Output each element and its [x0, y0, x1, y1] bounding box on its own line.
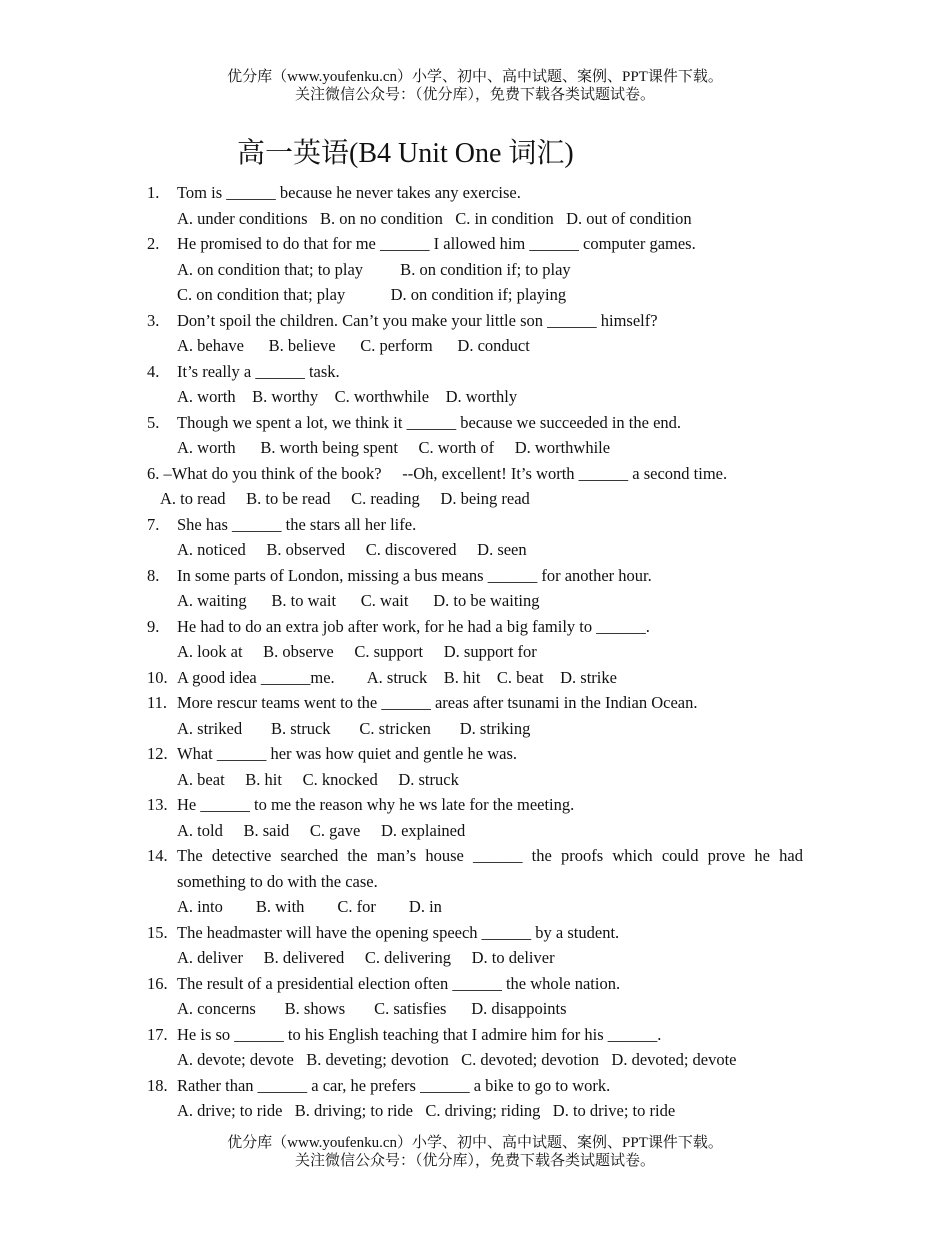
question-5: [147, 410, 803, 461]
question-1: [147, 180, 803, 231]
question-options: A. drive; to ride B. driving; to ride C. driving; riding D. to drive; to ride: [177, 1101, 676, 1120]
question-options: A. into B. with C. for D. in: [177, 897, 442, 916]
question-number: 15.: [147, 922, 168, 942]
question-options: A. on condition that; to play B. on condition if; to play: [177, 259, 571, 279]
question-number: 14.: [147, 846, 168, 865]
question-3: [147, 308, 803, 359]
question-options: A. noticed B. observed C. discovered D. seen: [177, 540, 527, 559]
question-stem: Tom is ______ because he never takes any exercise.: [177, 183, 521, 202]
question-number: 17.: [147, 1024, 168, 1044]
page-footer: [0, 1134, 950, 1170]
question-13: [147, 792, 803, 843]
question-number: 2.: [147, 234, 160, 253]
question-number: 10.: [147, 667, 168, 687]
header-line-1: 优分库（www.youfenku.cn）小学、初中、高中试题、案例、PPT课件下载。: [227, 69, 723, 85]
question-number: 8.: [147, 565, 160, 585]
question-options: A. to read B. to be read C. reading D. being read: [160, 489, 530, 508]
question-11: [147, 690, 803, 741]
question-options: A. beat B. hit C. knocked D. struck: [177, 769, 459, 789]
question-9: [147, 614, 803, 665]
question-stem: More rescur teams went to the ______ areas after tsunami in the Indian Ocean.: [177, 693, 698, 712]
question-options: A. told B. said C. gave D. explained: [177, 820, 466, 840]
question-17: [147, 1022, 803, 1073]
question-stem: He had to do an extra job after work, for he had a big family to ______.: [177, 616, 650, 636]
question-14: [147, 843, 808, 920]
question-number: 18.: [147, 1075, 168, 1095]
question-stem: She has ______ the stars all her life.: [177, 514, 417, 534]
question-12: [147, 741, 803, 792]
footer-line-2: 关注微信公众号：（优分库），免费下载各类试题试卷。: [294, 1153, 655, 1169]
question-stem: Don’t spoil the children. Can’t you make your little son ______ himself?: [177, 310, 658, 330]
question-options: A. striked B. struck C. stricken D. striking: [177, 718, 531, 738]
question-number: 16.: [147, 973, 168, 993]
question-18: [147, 1073, 803, 1124]
question-stem: What ______ her was how quiet and gentle he was.: [177, 744, 517, 763]
question-stem: He promised to do that for me ______ I allowed him ______ computer games.: [177, 234, 696, 253]
question-stem: The detective searched the man’s house ______ the proofs which could prove he had something to do with the case.: [177, 846, 808, 891]
question-number: 5.: [147, 412, 160, 432]
question-stem: In some parts of London, missing a bus means ______ for another hour.: [177, 565, 652, 585]
question-options: A. look at B. observe C. support D. support for: [177, 642, 537, 661]
question-options: A. under conditions B. on no condition C. in condition D. out of condition: [177, 208, 692, 228]
question-stem: Rather than ______ a car, he prefers ______ a bike to go to work.: [177, 1075, 611, 1095]
question-options: A. worth B. worthy C. worthwhile D. worthly: [177, 387, 518, 406]
footer-line-1: 优分库（www.youfenku.cn）小学、初中、高中试题、案例、PPT课件下载。: [227, 1135, 723, 1151]
header-line-2: 关注微信公众号：（优分库），免费下载各类试题试卷。: [294, 87, 655, 103]
question-options: A. concerns B. shows C. satisfies D. disappoints: [177, 999, 567, 1018]
question-6: [147, 461, 803, 512]
question-stem: A good idea ______me. A. struck B. hit C. beat D. strike: [177, 667, 617, 687]
question-8: [147, 563, 803, 614]
question-stem: The headmaster will have the opening speech ______ by a student.: [177, 922, 620, 942]
question-4: [147, 359, 803, 410]
question-options: A. devote; devote B. deveting; devotion C. devoted; devotion D. devoted; devote: [177, 1050, 737, 1069]
page-header: [0, 68, 950, 104]
question-stem: He ______ to me the reason why he ws late for the meeting.: [177, 795, 575, 814]
question-number: 12.: [147, 744, 168, 763]
question-options: A. behave B. believe C. perform D. conduct: [177, 336, 530, 355]
question-16: [147, 971, 803, 1022]
question-stem: Though we spent a lot, we think it ______ because we succeeded in the end.: [177, 412, 682, 432]
question-options: A. deliver B. delivered C. delivering D. to deliver: [177, 948, 555, 967]
question-options: A. waiting B. to wait C. wait D. to be waiting: [177, 591, 540, 610]
document-title: 高一英语(B4 Unit One 词汇): [237, 138, 574, 169]
question-number: 7.: [147, 514, 160, 534]
question-number: 9.: [147, 616, 160, 636]
question-number: 3.: [147, 310, 160, 330]
question-number: 1.: [147, 183, 160, 202]
question-15: [147, 920, 803, 971]
question-stem: 6. –What do you think of the book? --Oh, excellent! It’s worth ______ a second time.: [147, 463, 728, 483]
question-stem: It’s really a ______ task.: [177, 361, 340, 381]
question-stem: The result of a presidential election often ______ the whole nation.: [177, 973, 621, 993]
question-7: [147, 512, 803, 563]
question-number: 11.: [147, 693, 168, 712]
question-options: A. worth B. worth being spent C. worth of D. worthwhile: [177, 438, 611, 457]
question-2: [147, 231, 803, 308]
question-number: 4.: [147, 361, 160, 381]
question-10: [147, 665, 803, 691]
question-list: [147, 180, 808, 1124]
question-options: C. on condition that; play D. on condition if; playing: [177, 285, 567, 304]
question-number: 13.: [147, 795, 168, 814]
question-stem: He is so ______ to his English teaching that I admire him for his ______.: [177, 1024, 662, 1044]
